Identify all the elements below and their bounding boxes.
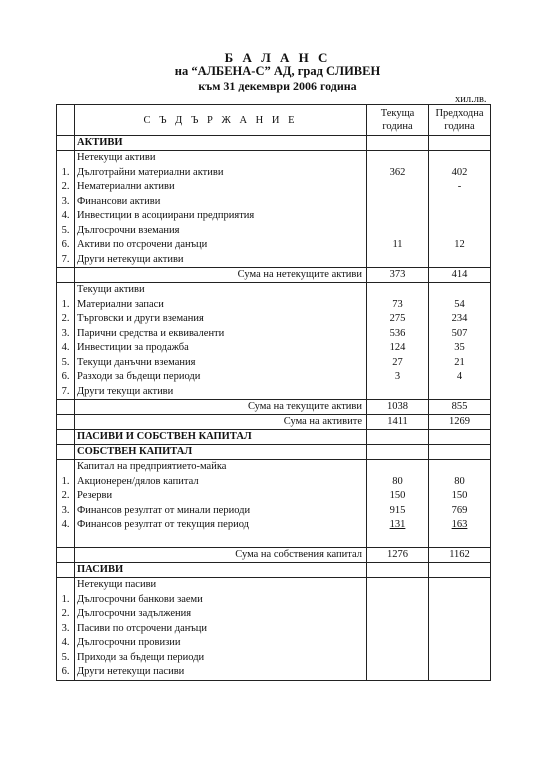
noncurrent-liabilities-title: Нетекущи пасиви	[77, 579, 157, 590]
noncurrent-assets-title: Нетекущи активи	[77, 152, 156, 163]
units-label: хил.лв.	[455, 94, 487, 105]
document-title: Б А Л А Н С	[224, 50, 331, 65]
noncurrent-sum-row	[57, 268, 491, 283]
list-item: Приходи за бъдещи периоди	[77, 651, 205, 663]
list-item: Други нетекущи пасиви	[77, 666, 185, 677]
current-year-header	[367, 105, 429, 136]
noncurrent-sum-current: 373	[367, 268, 429, 283]
list-item: Акционерен/дялов капитал	[77, 475, 199, 487]
current-year-header-line2: година	[382, 121, 413, 132]
list-item: Нематериални активи	[77, 181, 175, 192]
table-header-row	[57, 105, 491, 136]
list-item: Материални запаси	[77, 298, 164, 310]
current-current-values: 73 275 536 124 27 3	[367, 283, 429, 400]
current-assets-title: Текущи активи	[77, 284, 145, 295]
list-item: Други текущи активи	[77, 385, 174, 397]
previous-year-header-line1: Предходна	[435, 108, 484, 119]
list-item: Текущи данъчни вземания	[77, 356, 196, 368]
list-item: Други нетекущи активи	[77, 253, 184, 265]
noncurrent-current-values: 362 11	[367, 151, 429, 268]
company-name: на “АЛБЕНА-С” АД, град СЛИВЕН	[174, 64, 381, 78]
noncurrent-previous-values: 402 - 12	[429, 151, 491, 268]
list-item: Пасиви по отсрочени данъци	[77, 622, 208, 634]
current-sum-previous: 855	[429, 400, 491, 415]
equity-heading: СОБСТВЕН КАПИТАЛ	[75, 445, 367, 460]
list-item: Финансов резултат от минали периоди	[77, 504, 251, 516]
list-item: Финансови активи	[77, 195, 161, 207]
total-assets-label: Сума на активите	[75, 415, 367, 430]
content-header: С Ъ Д Ъ Р Ж А Н И Е	[75, 105, 367, 136]
equity-sum-label: Сума на собствения капитал	[75, 548, 367, 563]
noncurrent-sum-label: Сума на нетекущите активи	[75, 268, 367, 283]
current-assets-block: 1. 2. 3. 4. 5. 6. 7. Текущи активи Материални запаси Търговски и други вземания Парични средства и еквиваленти Инвестиции за продажба Текущи данъчни вземания Разходи за бъдещи периоди Други текущи активи 73 275 536 124 27 3 54 234 507 35 21 4	[57, 283, 491, 400]
list-item: Търговски и други вземания	[77, 313, 204, 324]
assets-heading-row	[57, 136, 491, 151]
noncurrent-assets-block: 1. 2. 3. 4. 5. 6. 7. Нетекущи активи Дълготрайни материални активи Нематериални активи Финансови активи Инвестиции в асоциирани предприятия Дългосрочни вземания Активи по отсрочени данъци Други нетекущи активи 362 11 402 - 12	[57, 151, 491, 268]
total-assets-current: 1411	[367, 415, 429, 430]
list-item: Дългосрочни провизии	[77, 637, 181, 648]
total-assets-previous: 1269	[429, 415, 491, 430]
list-item: Дългосрочни вземания	[77, 224, 180, 236]
list-item: Парични средства и еквиваленти	[77, 327, 225, 339]
list-item: Дълготрайни материални активи	[77, 166, 224, 178]
equity-sum-current: 1276	[367, 548, 429, 563]
equity-block: 1. 2. 3. 4. Капитал на предприятието-майка Акционерен/дялов капитал Резерви Финансов резултат от минали периоди Финансов резултат от текущия период 80 150 915 131 80 150 769 163	[57, 460, 491, 548]
current-sum-label: Сума на текущите активи	[75, 400, 367, 415]
list-item: Активи по отсрочени данъци	[77, 239, 208, 250]
list-item: Дългосрочни задължения	[77, 608, 192, 619]
current-sum-current: 1038	[367, 400, 429, 415]
report-date: към 31 декември 2006 година	[198, 79, 357, 93]
list-item: Дългосрочни банкови заеми	[77, 593, 203, 605]
liabilities-heading-row	[57, 563, 491, 578]
equity-title: Капитал на предприятието-майка	[77, 461, 227, 472]
equity-sum-row	[57, 548, 491, 563]
previous-year-header	[429, 105, 491, 136]
current-year-header-line1: Текуща	[380, 108, 415, 119]
list-item: Резерви	[77, 490, 113, 501]
current-previous-values: 54 234 507 35 21 4	[429, 283, 491, 400]
total-assets-row	[57, 415, 491, 430]
list-item: Инвестиции за продажба	[77, 342, 189, 353]
equity-previous-values: 80 150 769 163	[429, 460, 491, 548]
assets-heading: АКТИВИ	[75, 136, 367, 151]
liab-equity-heading: ПАСИВИ И СОБСТВЕН КАПИТАЛ	[75, 430, 367, 445]
balance-table	[56, 104, 491, 681]
equity-heading-row	[57, 445, 491, 460]
noncurrent-liabilities-block: 1. 2. 3. 4. 5. 6. Нетекущи пасиви Дългосрочни банкови заеми Дългосрочни задължения Пасиви по отсрочени данъци Дългосрочни провизии Приходи за бъдещи периоди Други нетекущи пасиви	[57, 578, 491, 681]
liabilities-heading: ПАСИВИ	[75, 563, 367, 578]
list-item: Финансов резултат от текущия период	[77, 519, 249, 530]
list-item: Разходи за бъдещи периоди	[77, 371, 201, 382]
current-sum-row	[57, 400, 491, 415]
equity-sum-previous: 1162	[429, 548, 491, 563]
previous-year-header-line2: година	[444, 121, 475, 132]
equity-current-values: 80 150 915 131	[367, 460, 429, 548]
liab-equity-heading-row	[57, 430, 491, 445]
list-item: Инвестиции в асоциирани предприятия	[77, 210, 255, 221]
noncurrent-sum-previous: 414	[429, 268, 491, 283]
